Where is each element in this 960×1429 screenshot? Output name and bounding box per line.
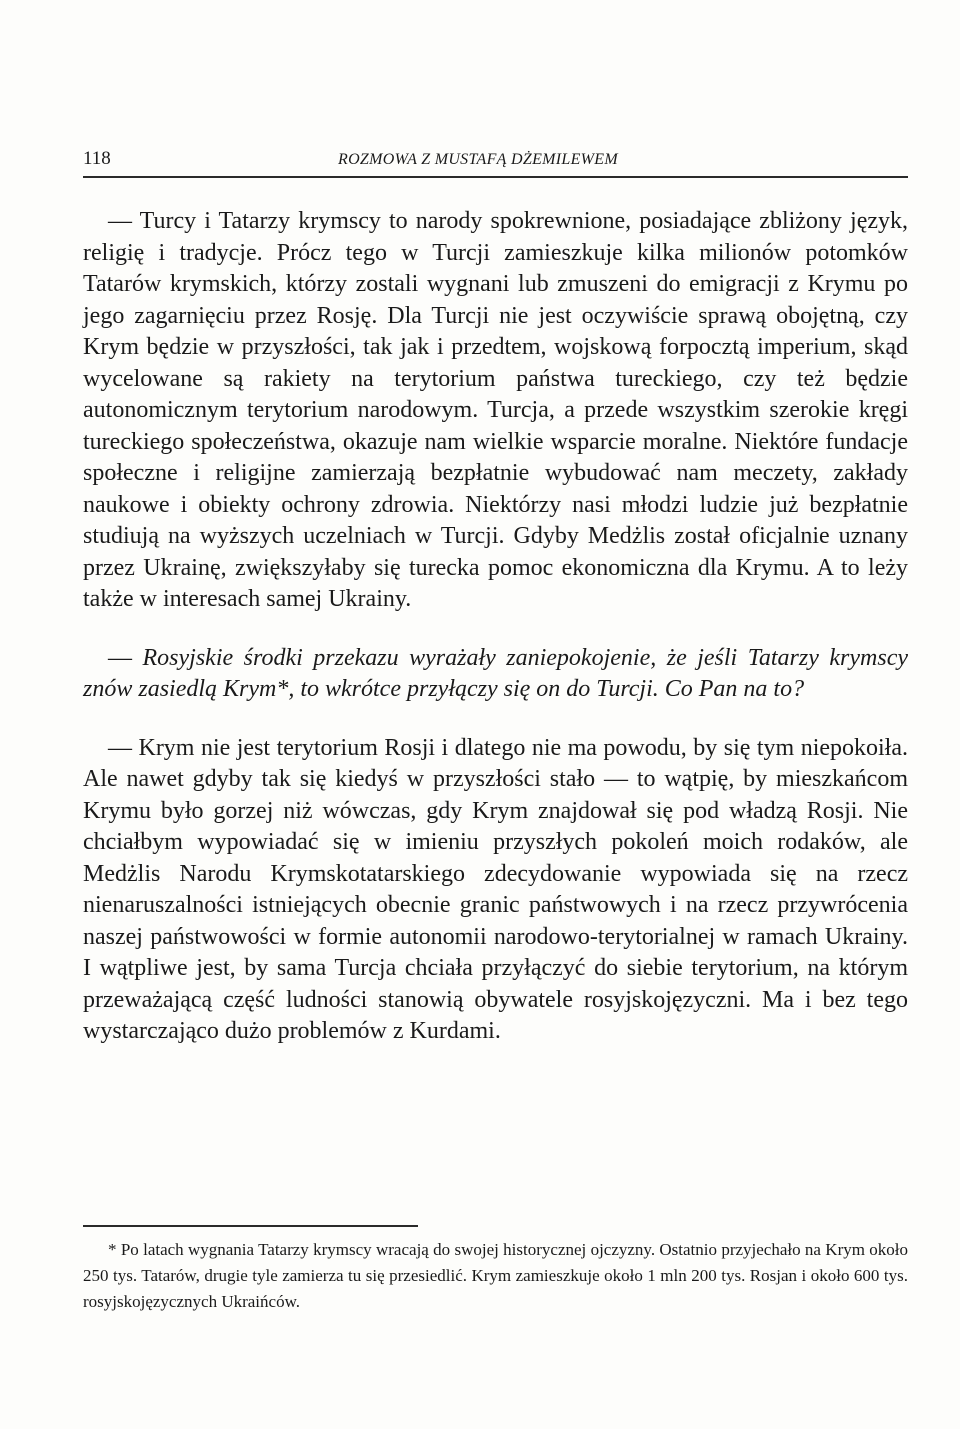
header-divider	[83, 176, 908, 178]
answer-paragraph: — Turcy i Tatarzy krymscy to narody spokrewnione, posiadające zbliżony język, religię i tradycje. Prócz tego w Turcji zamieszkuje kilka milionów potomków Tatarów krymskich, którzy zostali wygnani lub zmuszeni do emigracji z Krymu po jego zagarnięciu przez Rosję. Dla Turcji nie jest oczywiście sprawą obojętną, czy Krym będzie w przyszłości, tak jak i przedtem, wojskową forpocztą imperium, skąd wycelowane są rakiety na terytorium państwa tureckiego, czy też będzie autonomicznym terytorium narodowym. Turcja, a przede wszystkim szerokie kręgi tureckiego społeczeństwa, okazuje nam wielkie wsparcie moralne. Niektóre fundacje społeczne i religijne zamierzają bezpłatnie wybudować nam meczety, zakłady naukowe i obiekty ochrony zdrowia. Niektórzy nasi młodzi ludzie już bezpłatnie studiują na wyższych uczelniach w Turcji. Gdyby Medżlis został oficjalnie uznany przez Ukrainę, zwiększyłaby się turecka pomoc ekonomiczna dla Krymu. A to leży także w interesach samej Ukrainy.	[83, 208, 908, 612]
footnote-divider	[83, 1225, 418, 1227]
main-text	[83, 206, 908, 1048]
footnote-text: * Po latach wygnania Tatarzy krymscy wracają do swojej historycznej ojczyzny. Ostatnio przyjechało na Krym około 250 tys. Tatarów, drugie tyle zamierza tu się przesiedlić. Krym zamieszkuje około 1 mln 200 tys. Rosjan i około 600 tys. rosyjskojęzycznych Ukraińców.	[83, 1240, 908, 1311]
footnotes	[83, 1237, 908, 1315]
question-text: Rosyjskie środki przekazu wyrażały zaniepokojenie, że jeśli Tatarzy krymscy znów zasiedlą Krym*, to wkrótce przyłączy się on do Turcji. Co Pan na to?	[83, 644, 909, 702]
running-head	[83, 146, 908, 172]
question-dash: —	[108, 644, 143, 671]
page-number: 118	[83, 148, 111, 169]
running-title: ROZMOWA Z MUSTAFĄ DŻEMILEWEM	[338, 151, 619, 168]
question-paragraph	[83, 643, 908, 706]
answer-paragraph: — Krym nie jest terytorium Rosji i dlatego nie ma powodu, by się tym niepokoiła. Ale nawet gdyby tak się kiedyś w przyszłości stało — to wątpię, by mieszkańcom Krymu było gorzej niż wówczas, gdy Krym znajdował się pod władzą Rosji. Nie chciałbym wypowiadać się w imieniu przyszłych pokoleń moich rodaków, ale Medżlis Narodu Krymskotatarskiego zdecydowanie wypowiada się na rzecz nienaruszalności istniejących obecnie granic państwowych i na rzecz przywrócenia naszej państwowości w formie autonomii narodowo-terytorialnej w ramach Ukrainy. I wątpliwe jest, by sama Turcja chciała przyłączyć do siebie terytorium, na którym przeważającą część ludności stanowią obywatele rosyjskojęzyczni. Ma i bez tego wystarczająco dużo problemów z Kurdami.	[83, 734, 908, 1044]
